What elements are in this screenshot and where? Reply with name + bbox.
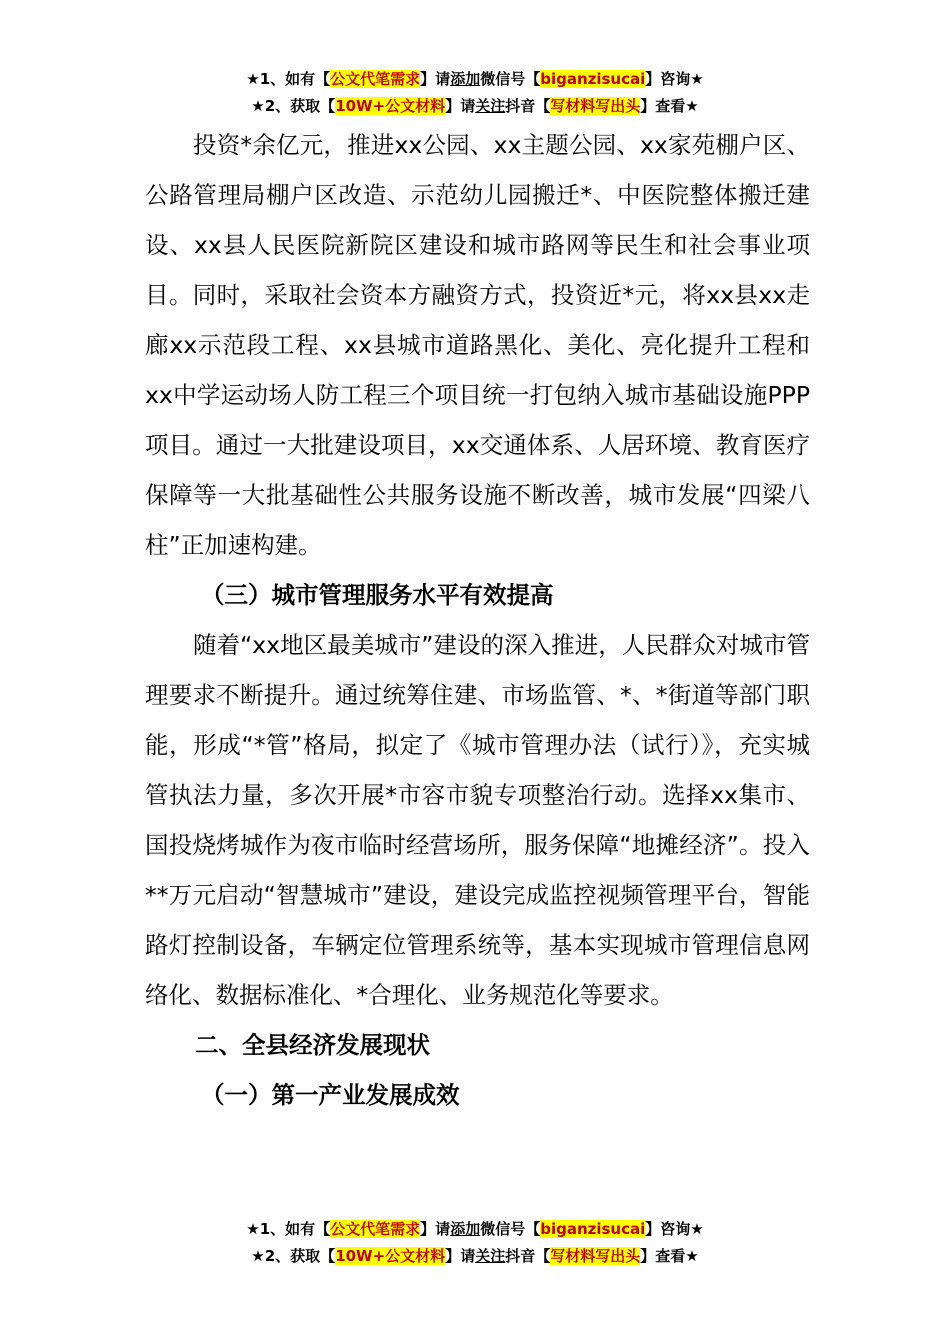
- section-heading: （三）城市管理服务水平有效提高: [201, 581, 554, 609]
- banner-text: 】请: [445, 1247, 476, 1265]
- douyin-id: 写材料写出头: [550, 97, 641, 115]
- banner-text: 】咨询★: [645, 1220, 704, 1238]
- highlight-text: 公文代笔需求: [330, 1220, 421, 1238]
- highlight-text: 10W+公文材料: [335, 1247, 446, 1265]
- banner-text: 】咨询★: [645, 70, 704, 88]
- underlined-text: 关注: [475, 1247, 506, 1265]
- banner-text: ★2、获取【: [251, 1247, 336, 1265]
- banner-text: ★1、如有【: [246, 1220, 331, 1238]
- banner-text: 抖音【: [505, 97, 551, 115]
- underlined-text: 关注: [475, 97, 506, 115]
- underlined-text: 添加: [450, 70, 481, 88]
- banner-text: 抖音【: [505, 1247, 551, 1265]
- banner-line-1: [0, 1216, 950, 1243]
- highlight-text: 公文代笔需求: [330, 70, 421, 88]
- highlight-text: 10W+公文材料: [335, 97, 446, 115]
- document-body: [145, 120, 810, 1120]
- paragraph: 随着“xx地区最美城市”建设的深入推进，人民群众对城市管理要求不断提升。通过统筹住建、市场监管、*、*街道等部门职能，形成“*管”格局，拟定了《城市管理办法（试行）》，充实城管执法力量，多次开展*市容市貌专项整治行动。选择xx集市、国投烧烤城作为夜市临时经营场所，服务保障“地摊经济”。投入**万元启动“智慧城市”建设，建设完成监控视频管理平台，智能路灯控制设备，车辆定位管理系统等，基本实现城市管理信息网络化、数据标准化、*合理化、业务规范化等要求。: [145, 631, 810, 1009]
- banner-text: 】请: [420, 70, 451, 88]
- underlined-text: 添加: [450, 1220, 481, 1238]
- paragraph: 投资*余亿元，推进xx公园、xx主题公园、xx家苑棚户区、公路管理局棚户区改造、示范幼儿园搬迁*、中医院整体搬迁建设、xx县人民医院新院区建设和城市路网等民生和社会事业项目。同时，采取社会资本方融资方式，投资近*元，将xx县xx走廊xx示范段工程、xx县城市道路黑化、美化、亮化提升工程和xx中学运动场人防工程三个项目统一打包纳入城市基础设施PPP项目。通过一大批建设项目，xx交通体系、人居环境、教育医疗保障等一大批基础性公共服务设施不断改善，城市发展“四梁八柱”正加速构建。: [145, 131, 810, 559]
- banner-text: 微信号【: [480, 1220, 541, 1238]
- banner-text: ★2、获取【: [251, 97, 336, 115]
- banner-text: 微信号【: [480, 70, 541, 88]
- douyin-id: 写材料写出头: [550, 1247, 641, 1265]
- banner-text: 】请: [420, 1220, 451, 1238]
- banner-text: ★1、如有【: [246, 70, 331, 88]
- wechat-id: biganzisucai: [540, 1220, 646, 1238]
- banner-line-2: [0, 1243, 950, 1270]
- chapter-heading: 二、全县经济发展现状: [195, 1031, 430, 1059]
- banner-text: 】查看★: [640, 97, 699, 115]
- banner-text: 】查看★: [640, 1247, 699, 1265]
- section-heading: （一）第一产业发展成效: [201, 1081, 460, 1109]
- header-banner: [0, 66, 950, 120]
- wechat-id: biganzisucai: [540, 70, 646, 88]
- footer-banner: [0, 1216, 950, 1270]
- banner-text: 】请: [445, 97, 476, 115]
- banner-line-1: [0, 66, 950, 93]
- banner-line-2: [0, 93, 950, 120]
